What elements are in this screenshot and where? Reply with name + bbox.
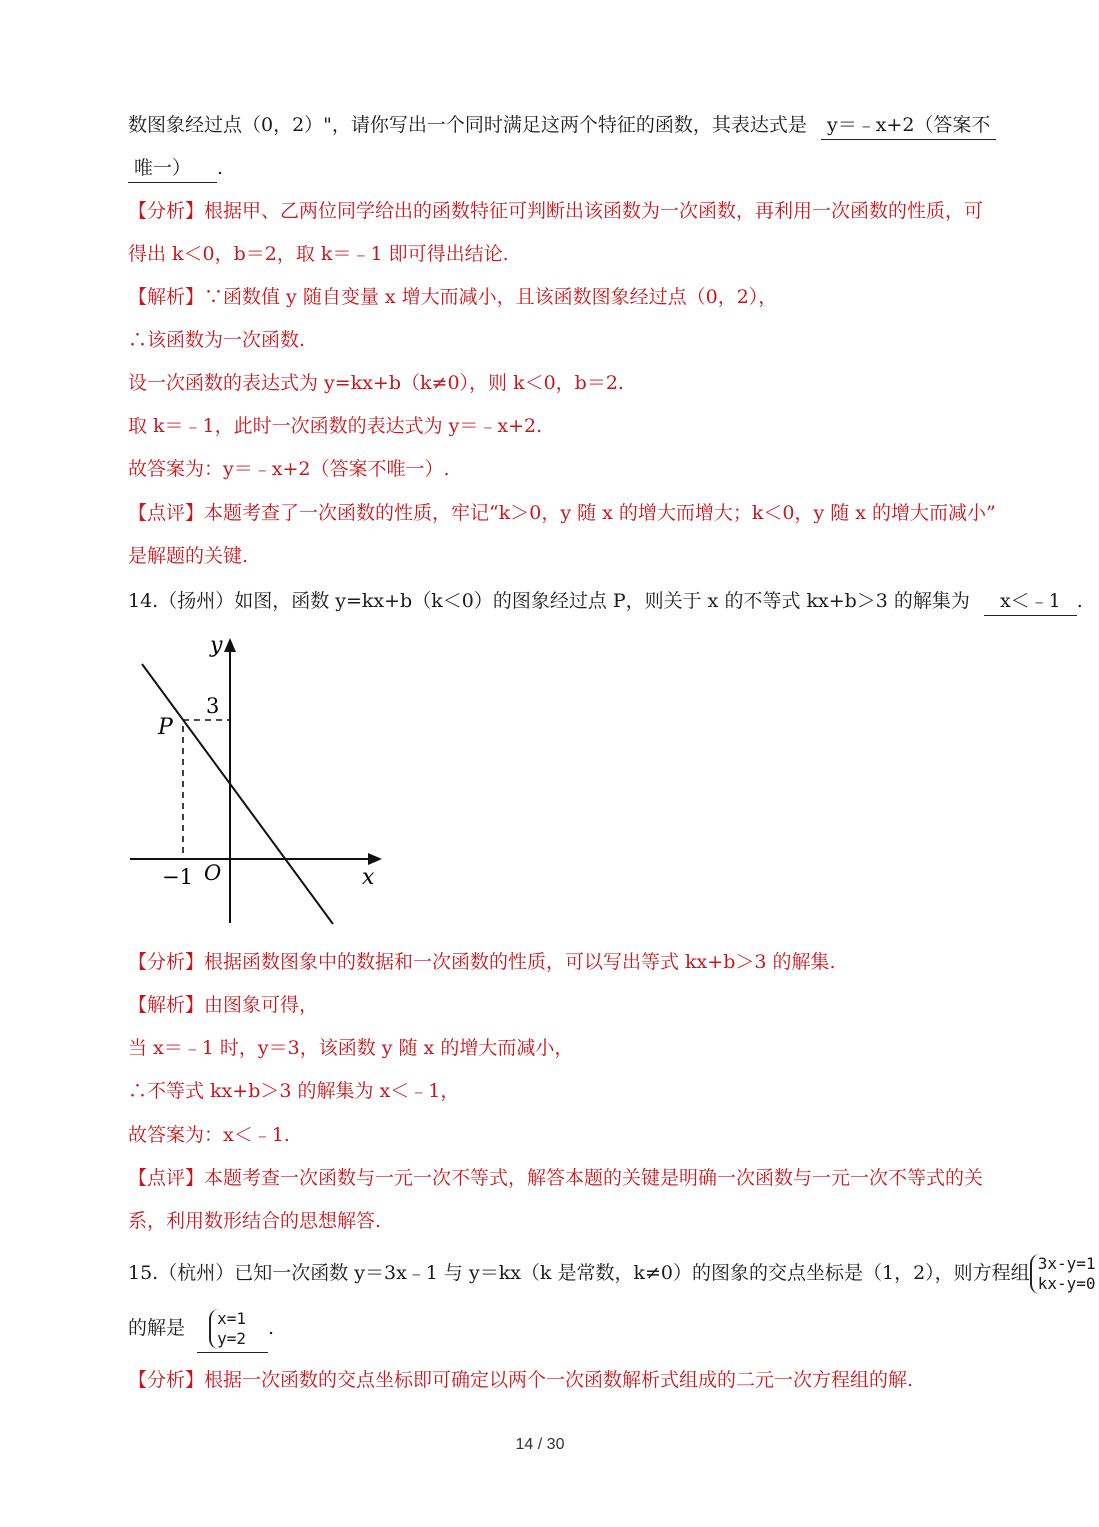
q14-solution-2: 当 x＝﹣1 时，y＝3，该函数 y 随 x 的增大而减小， (128, 1037, 574, 1059)
q15-eq-1: 3x-y=1 (1037, 1254, 1096, 1273)
q14-answer-blank: x＜﹣1 (984, 587, 1077, 616)
q13-solution-2: ∴该函数为一次函数. (128, 329, 306, 351)
q13-period: . (217, 157, 224, 179)
q13-line-2 (128, 154, 980, 183)
q13-solution-5: 故答案为：y＝﹣x+2（答案不唯一）. (128, 458, 450, 480)
q15-answer-line (128, 1304, 980, 1356)
q13-solution-3: 设一次函数的表达式为 y=kx+b（k≠0），则 k＜0，b＝2. (128, 372, 624, 394)
q13-line-1 (128, 111, 991, 140)
q14-review-2: 系，利用数形结合的思想解答. (128, 1210, 382, 1232)
q14-analysis: 【分析】根据函数图象中的数据和一次函数的性质，可以写出等式 kx+b＞3 的解集. (128, 951, 836, 973)
q15-stem (128, 1254, 1096, 1298)
q13-review-1: 【点评】本题考查了一次函数的性质，牢记“k＞0，y 随 x 的增大而增大；k＜0，y 随 x 的增大而减小” (128, 502, 996, 524)
q14-period: . (1076, 590, 1083, 612)
q13-analysis-2: 得出 k＜0，b＝2，取 k＝﹣1 即可得出结论. (128, 243, 509, 265)
q14-stem-text: 14.（扬州）如图，函数 y=kx+b（k＜0）的图象经过点 P，则关于 x 的不等式 kx+b＞3 的解集为 (128, 590, 970, 612)
q13-stem-text: 数图象经过点（0，2）"，请你写出一个同时满足这两个特征的函数，其表达式是 (128, 114, 807, 136)
x-axis-label: x (362, 865, 375, 890)
tick-label-neg1: −1 (162, 865, 193, 889)
q15-prefix: 的解是 (128, 1317, 186, 1339)
q15-solution-system (209, 1309, 250, 1349)
q15-answer-blank (197, 1304, 268, 1353)
y-axis-arrow-icon (224, 638, 236, 652)
q14-stem (128, 587, 1083, 616)
q14-graph (120, 628, 400, 928)
q13-answer-blank-cont: 唯一） (128, 154, 217, 183)
page-number: 14 / 30 (515, 1436, 565, 1453)
q15-sol-1: x=1 (217, 1309, 246, 1328)
q13-review-2: 是解题的关键. (128, 545, 249, 567)
q14-solution-1: 【解析】由图象可得， (128, 994, 319, 1016)
q14-solution-4: 故答案为：x＜﹣1. (128, 1124, 290, 1146)
q15-analysis: 【分析】根据一次函数的交点坐标即可确定以两个一次函数解析式组成的二元一次方程组的解. (128, 1369, 914, 1391)
q13-solution-4: 取 k＝﹣1，此时一次函数的表达式为 y＝﹣x+2. (128, 415, 543, 437)
x-axis-arrow-icon (368, 853, 382, 865)
q15-equation-system (1030, 1254, 1099, 1294)
point-p-label: P (158, 715, 173, 740)
q13-solution-1: 【解析】∵函数值 y 随自变量 x 增大而减小，且该函数图象经过点（0，2）， (128, 286, 778, 308)
q15-eq-2: kx-y=0 (1037, 1274, 1096, 1293)
tick-label-3: 3 (206, 694, 220, 718)
q14-solution-3: ∴不等式 kx+b＞3 的解集为 x＜﹣1， (128, 1080, 460, 1102)
y-axis-label: y (210, 633, 223, 658)
q14-review-1: 【点评】本题考查一次函数与一元一次不等式，解答本题的关键是明确一次函数与一元一次不等式的关 (128, 1167, 984, 1189)
origin-label: O (204, 861, 222, 885)
q15-stem-text: 15.（杭州）已知一次函数 y＝3x﹣1 与 y＝kx（k 是常数，k≠0）的图象的交点坐标是（1，2），则方程组 (128, 1262, 1030, 1284)
q15-period: . (267, 1317, 275, 1339)
q13-analysis-1: 【分析】根据甲、乙两位同学给出的函数特征可判断出该函数为一次函数，再利用一次函数的性质，可 (128, 200, 984, 222)
q15-sol-2: y=2 (217, 1329, 246, 1348)
q13-answer-blank: y＝﹣x+2（答案不 (821, 111, 996, 140)
